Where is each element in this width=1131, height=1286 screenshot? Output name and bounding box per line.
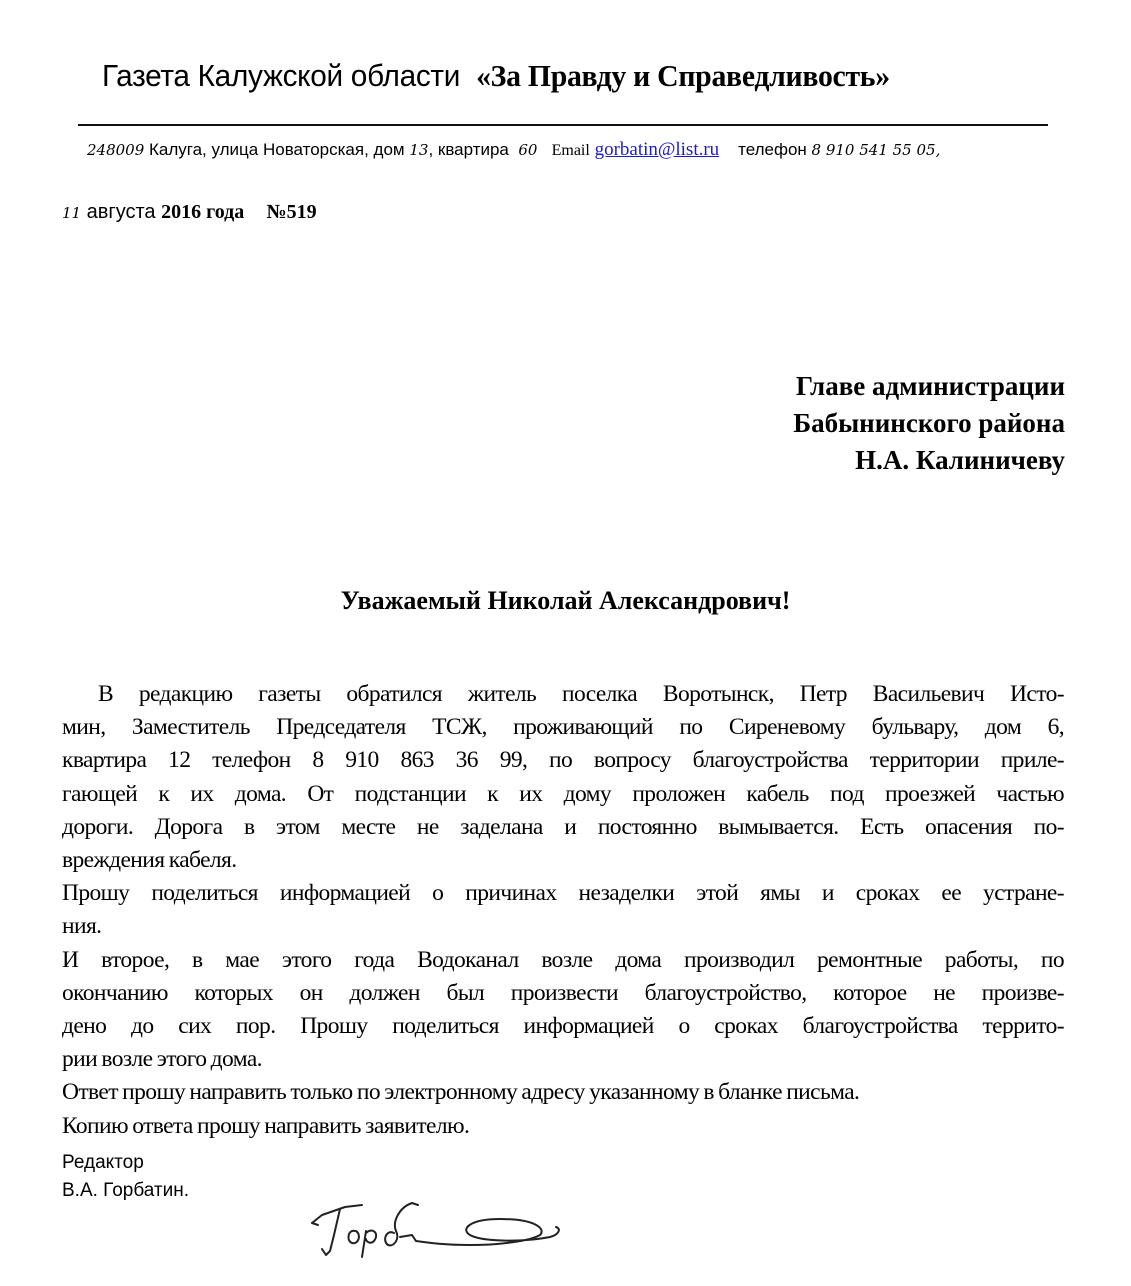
newspaper-title-prefix: Газета Калужской области — [102, 58, 461, 93]
signer-role: Редактор — [62, 1152, 144, 1173]
body-line: гающей к их дома. От подстанции к их дому проложен кабель под проезжей частью — [62, 780, 1064, 807]
letter-body — [62, 678, 1064, 1143]
body-line: В редакцию газеты обратился житель поселка Воротынск, Петр Васильевич Исто- — [98, 681, 1064, 707]
phone-label: телефон — [738, 140, 807, 159]
email-label: Email — [551, 142, 590, 159]
body-line: мин, Заместитель Председателя ТСЖ, проживающий по Сиреневому бульвару, дом 6, — [62, 714, 1064, 741]
body-line: дено до сих пор. Прошу поделиться информацией о сроках благоустройства террито- — [62, 1013, 1064, 1040]
body-line: Ответ прошу направить только по электронному адресу указанному в бланке письма. — [62, 1079, 860, 1106]
address-text: Калуга, улица Новаторская, дом — [149, 140, 405, 159]
salutation: Уважаемый Николай Александрович! — [340, 586, 791, 615]
newspaper-title — [102, 58, 890, 94]
addressee-block — [793, 368, 1065, 479]
body-line: Прошу поделиться информацией о причинах незаделки этой ямы и сроках ее устране- — [62, 880, 1064, 907]
house-number: 13 — [409, 141, 429, 159]
body-line: рии возле этого дома. — [62, 1046, 262, 1073]
body-line: Копию ответа прошу направить заявителю. — [62, 1112, 470, 1139]
body-line: окончанию которых он должен был произвести благоустройство, которое не произве- — [62, 979, 1064, 1006]
addressee-line: Бабынинского района — [793, 408, 1065, 438]
date-month: августа — [86, 201, 156, 223]
apartment-label: , квартира — [428, 140, 509, 159]
date-year: 2016 года — [161, 201, 245, 223]
addressee-line: Главе администрации — [795, 371, 1065, 401]
postal-code: 248009 — [87, 141, 145, 159]
email-link[interactable]: gorbatin@list.ru — [594, 139, 720, 160]
body-line: вреждения кабеля. — [62, 847, 237, 874]
body-line: квартира 12 телефон 8 910 863 36 99, по вопросу благоустройства территории приле- — [62, 747, 1064, 774]
newspaper-brand-name: «За Правду и Справедливость» — [476, 58, 890, 93]
signer-name: В.А. Горбатин. — [62, 1180, 190, 1201]
body-line: дороги. Дорога в этом месте не заделана и постоянно вымывается. Есть опасения по- — [62, 813, 1064, 840]
phone-number: 8 910 541 55 05, — [811, 141, 941, 159]
body-line: ния. — [62, 913, 102, 940]
apartment-number: 60 — [518, 141, 538, 159]
date-day: 11 — [62, 204, 82, 222]
handwritten-signature-icon — [300, 1185, 570, 1265]
letter-number: №519 — [266, 201, 317, 223]
letter-date-line — [62, 201, 317, 224]
body-line: И второе, в мае этого года Водоканал возле дома производил ремонтные работы, по — [62, 946, 1064, 973]
addressee-line: Н.А. Калиничеву — [855, 445, 1065, 475]
header-divider — [78, 124, 1048, 126]
contact-line — [87, 139, 940, 161]
